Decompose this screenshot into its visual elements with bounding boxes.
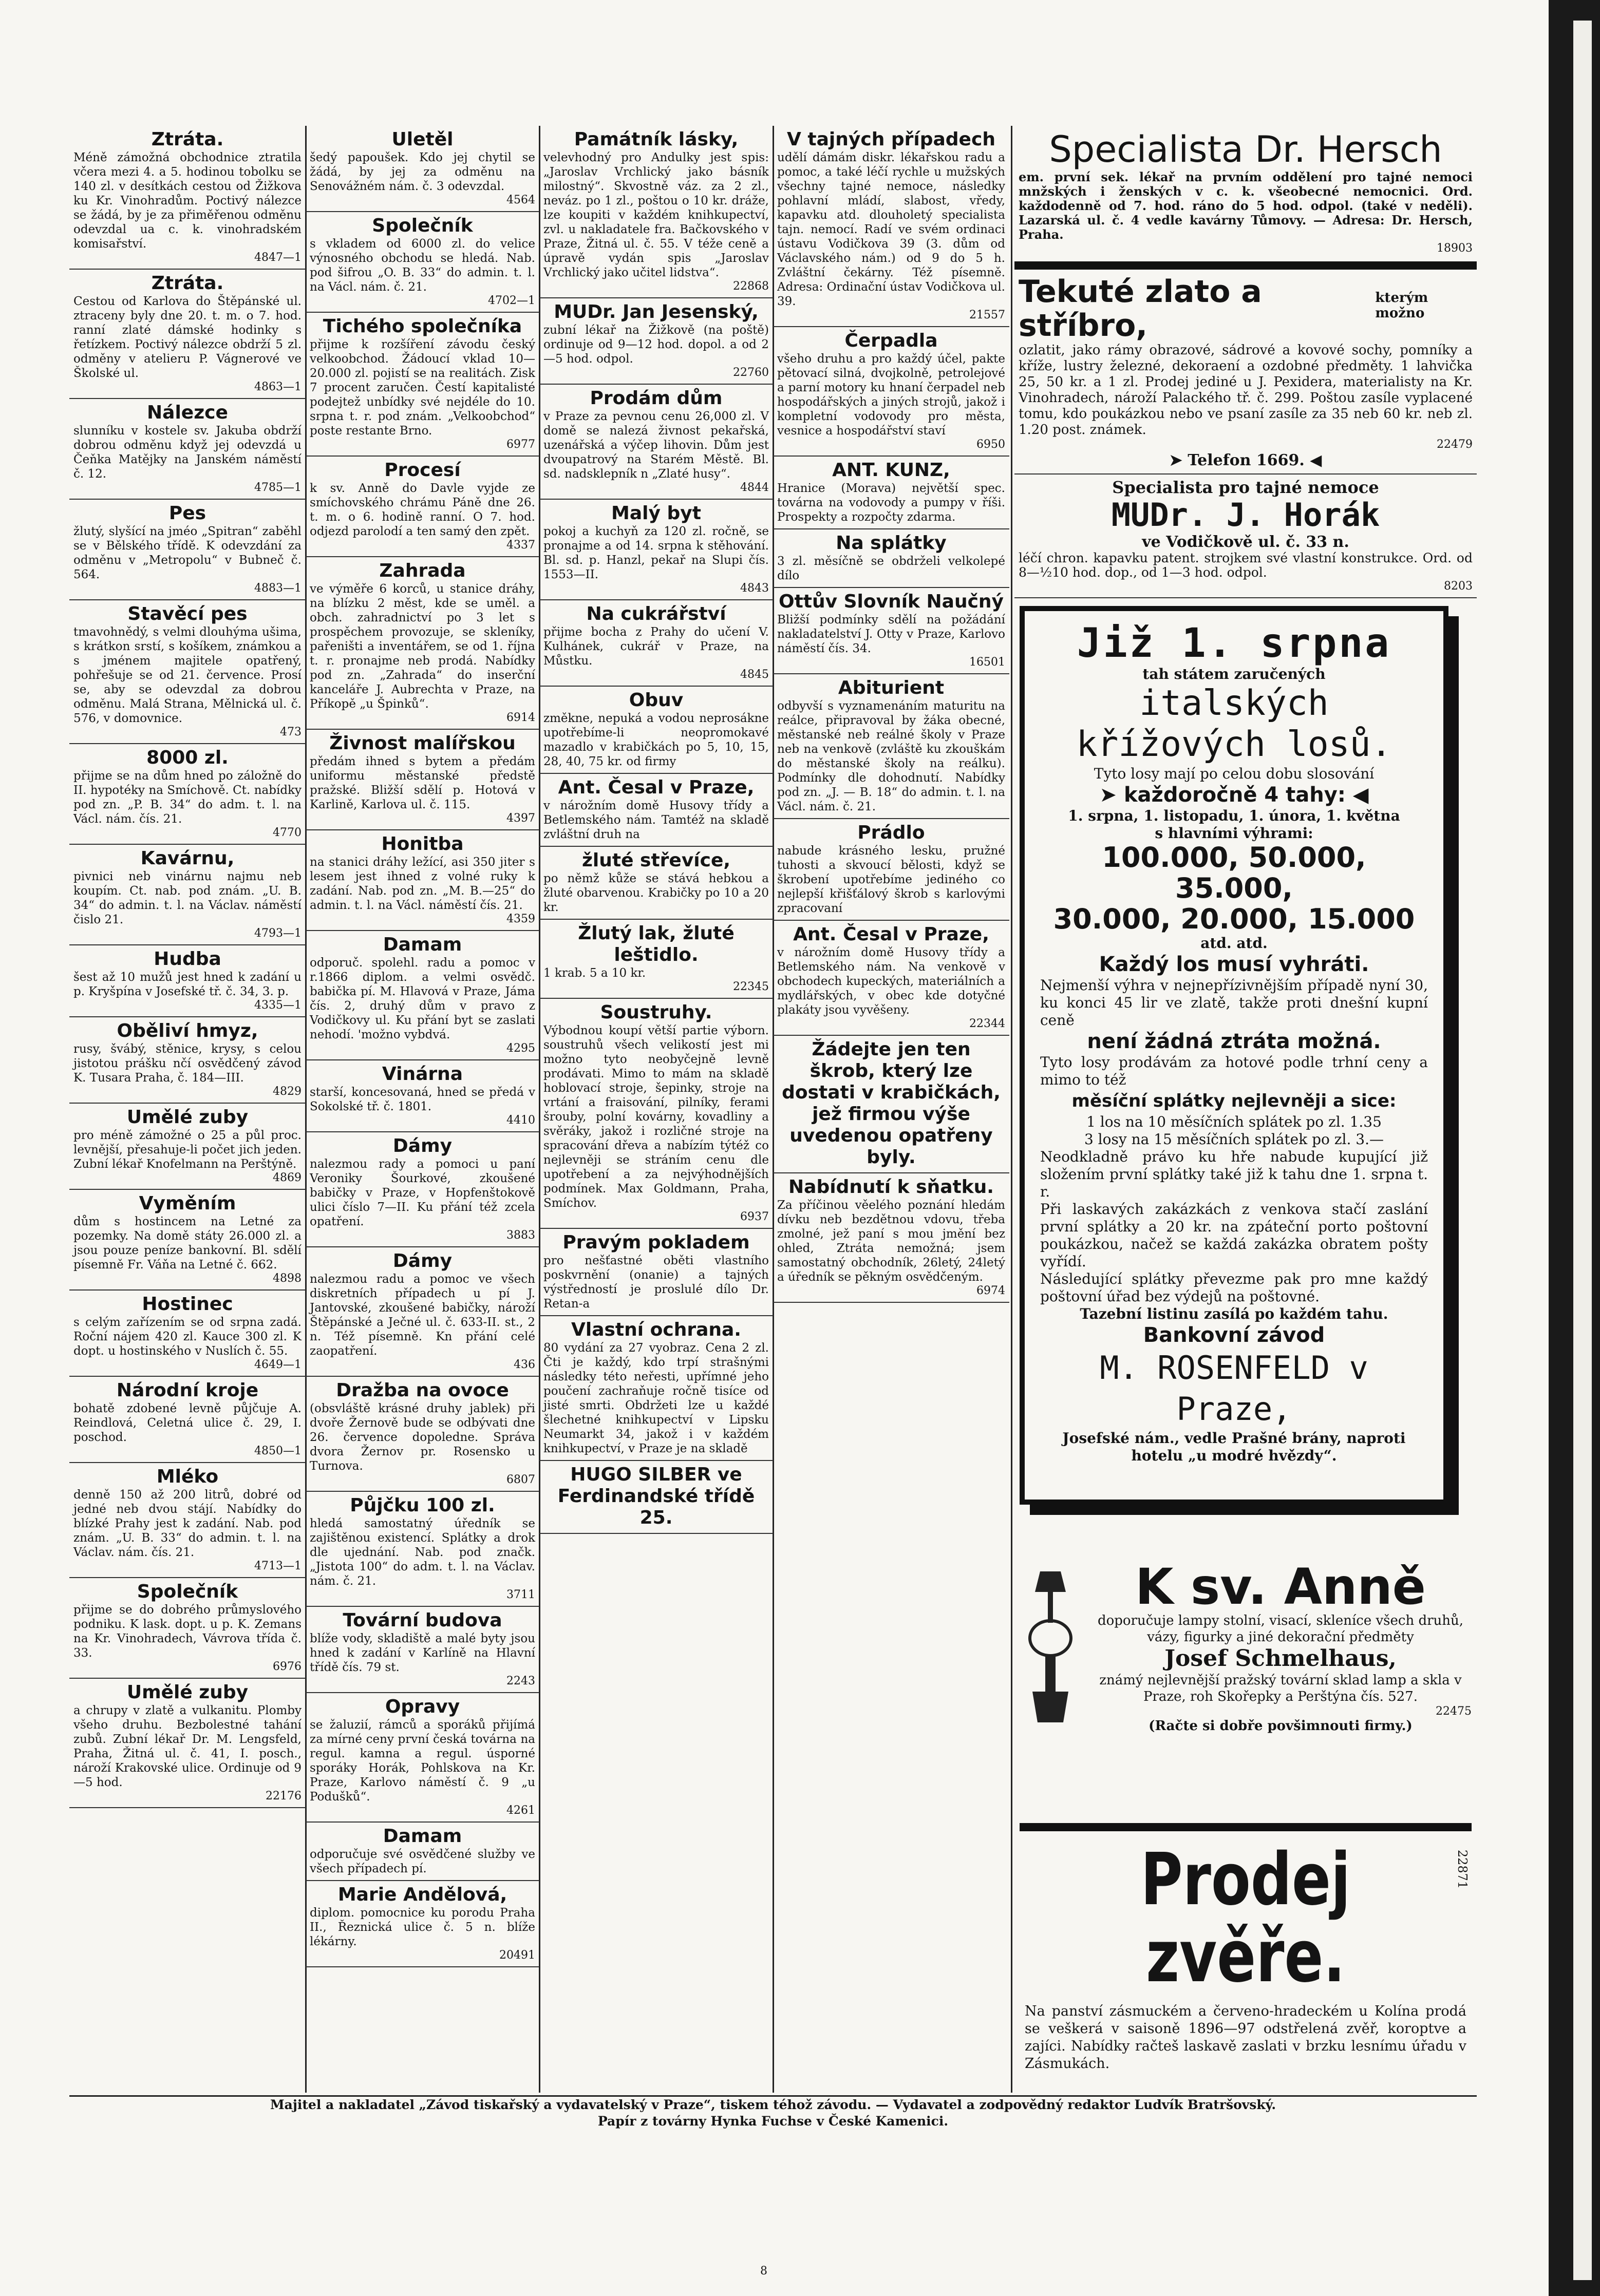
classified-ad (306, 1693, 539, 1823)
ad-ref: 4713—1 (254, 1560, 302, 1572)
ad-telephone: ➤ Telefon 1669. ◀ (1169, 451, 1322, 469)
ad-ref: 20491 (499, 1949, 535, 1962)
ad-ref: 4337 (506, 539, 535, 552)
ad-heading: ANT. KUNZ, (832, 460, 950, 481)
ad-body: změkne, nepuká a vodou neprosákne upotřebíme-li neopromokavé mazadlo v krabičkách po 5, 10, 15, 28, 40, 75 kr. od firmy (543, 712, 769, 768)
ad-heading: Zahrada (379, 560, 466, 581)
ad-heading: Procesí (384, 460, 461, 481)
ad-ref: 6977 (506, 438, 535, 451)
ad-body: ve výměře 6 korců, u stanice dráhy, na blízku 2 měst, kde se uměl. a obch. zahradnictví po 3 let s prospěchem provozuje, se skleníky, pařeništi a inventářem, se od 1. října t. r. pronajme neb prodá. Nabídky pod zn. „Zahrada“ do inserční kanceláře J. Aubrechta v Praze, na Příkopě „u Špinků“. (310, 582, 535, 711)
ad-heading: Vlastní ochrana. (571, 1319, 741, 1340)
classified-ad (306, 313, 539, 457)
classified-ad (69, 1190, 306, 1291)
footer-line-1: Majitel a nakladatel „Závod tiskařský a vydavatelský v Praze“, tiskem téhož závodu. — Vydavatel a zodpovědný redaktor Ludvík Bratršovský. (270, 2097, 1276, 2112)
ad-heading: Nálezce (147, 402, 228, 423)
classified-ad (773, 921, 1009, 1036)
ad-ref: 4702—1 (488, 294, 535, 307)
classified-ad (539, 920, 773, 999)
ad-prodej-zvere (1020, 1823, 1472, 2080)
lottery-prizes-1: 100.000, 50.000, 35.000, (1102, 841, 1366, 904)
classified-ad (69, 1017, 306, 1104)
ad-ref: 16501 (969, 656, 1005, 669)
ad-body: em. první sek. lékař na prvním oddělení pro tajné nemoci mnžských i ženských v c. k. všeobecné nemocnici. Ord. každodenně od 7. hod. ráno do 5 hod. odpol. (také v neděli). Lazarská ul. č. 4 vedle kavárny Tůmovy. — Adresa: Dr. Hersch, Praha. (1019, 169, 1473, 242)
ad-body: přijme k rozšíření závodu český velkoobchod. Žádoucí vklad 10—20.000 zl. pojistí se na realitách. Zisk 7 procent zaručen. Čestí kapitalisté podejtež unbídky své nejdéle do 10. srpna t. r. pod znám. „Velkoobchod“ poste restante Brno. (310, 338, 535, 438)
lottery-prizes-2: 30.000, 20.000, 15.000 (1053, 903, 1415, 935)
lottery-text: Tyto losy mají po celou dobu slosování (1094, 765, 1375, 782)
ad-body: pivnici neb vinárnu najmu neb koupím. Ct. nab. pod znám. „U. B. 34“ do admin. t. l. na Václav. náměstí čislo 21. (73, 870, 302, 926)
ad-heading: Společník (137, 1581, 238, 1602)
ad-ref: 436 (514, 1358, 535, 1371)
lamp-icon (1020, 1561, 1081, 1736)
lottery-etc: atd. atd. (1200, 935, 1268, 952)
lottery-monthly: měsíční splátky nejlevněji a sice: (1071, 1091, 1397, 1111)
ad-body: po němž kůže se stává hebkou a žluté obarvenou. Krabičky po 10 a 20 kr. (543, 872, 769, 914)
classified-ad (539, 385, 773, 500)
classified-ad (306, 557, 539, 730)
lottery-draws-text: každoročně 4 tahy: (1123, 783, 1346, 807)
ad-heading: Vinárna (382, 1064, 463, 1085)
ad-body: odporuč. spolehl. radu a pomoc v r.1866 diplom. a velmi osvědč. babička pí. M. Hlavová v Praze, Jáma čís. 2, druhý dům v pravo z Vodičkovy ul. Ku přání byt se zaslati nehodí. 'možno vybdvá. (310, 956, 535, 1041)
ad-heading: Prodej zvěře. (1140, 1838, 1351, 1999)
ad-body: nabude krásného lesku, pružné tuhosti a skvoucí bělosti, když se škrobení upotřebíme jediného co nejlepší křišťálový škrob s karlovými zpracovaní (777, 844, 1005, 915)
classified-ad (539, 687, 773, 774)
ad-body: šest až 10 mužů jest hned k zadání u p. Kryšpína v Josefské tř. č. 34, 3. p. (73, 971, 302, 998)
ad-heading: Čerpadla (844, 330, 938, 351)
telephone-text: Telefon 1669. (1188, 451, 1305, 469)
classified-ad (306, 126, 539, 212)
ad-body: odporučuje své osvědčené služby ve všech případech pí. (310, 1848, 535, 1875)
classified-ad (69, 500, 306, 600)
ad-heading: Ztráta. (151, 129, 224, 150)
ad-ref: 473 (280, 726, 302, 738)
lottery-main-prizes-label: s hlavními výhrami: (1155, 825, 1313, 842)
classified-ad (69, 1463, 306, 1578)
ad-heading: Umělé zuby (126, 1682, 249, 1703)
classified-ad (306, 1060, 539, 1132)
ad-heading: Honitba (381, 833, 464, 855)
lottery-text: Neodkladně právo ku hře nabude kupující již složením první splátky také již k tahu dne 1. srpna t. r. (1040, 1148, 1428, 1200)
ad-heading: Ztráta. (151, 273, 224, 294)
ad-heading: Půjčku 100 zl. (350, 1495, 495, 1516)
rule (1014, 261, 1477, 270)
ad-heading: Dražba na ovoce (336, 1380, 509, 1401)
classifieds-column-3 (539, 126, 773, 2093)
ad-body: přijme se do dobrého průmyslového podniku. K lask. dopt. u p. K. Zemans na Kr. Vinohradech, Vávrova třída č. 33. (73, 1603, 302, 1660)
ad-ref: 4564 (506, 194, 535, 206)
page-number: 8 (760, 2265, 767, 2278)
classified-ad (69, 600, 306, 744)
ad-body: 1 krab. 5 a 10 kr. (543, 966, 646, 980)
classified-ad (539, 1229, 773, 1316)
ad-dr-hersch (1014, 126, 1477, 259)
ad-ref: 4410 (506, 1114, 535, 1127)
ad-note: (Račte si dobře povšimnouti firmy.) (1149, 1718, 1413, 1734)
ad-heading: Kavárnu, (140, 848, 235, 869)
ad-ref: 4335—1 (254, 999, 302, 1012)
classified-ad (539, 774, 773, 847)
ad-body: blíže vody, skladiště a malé byty jsou hned k zadání v Karlíně na Hlavní třídě čís. 79 st. (310, 1632, 535, 1674)
classified-ad (69, 945, 306, 1017)
classified-ad (306, 1247, 539, 1377)
ad-ref: 4295 (506, 1042, 535, 1055)
classified-ad (773, 1036, 1009, 1173)
ad-body: Cestou od Karlova do Štěpánské ul. ztraceny byly dne 20. t. m. o 7. hod. ranní zlaté dámské hodinky s řetízkem. Poctivý nálezce obdrží 5 zl. odměny v atelieru P. Vágnerové ve Školské ul. (73, 295, 302, 380)
ad-heading: Tichého společníka (323, 316, 522, 337)
ad-heading: Hostinec (142, 1294, 233, 1315)
lottery-every-wins: Každý los musí vyhráti. (1099, 953, 1369, 976)
classified-ad (306, 1823, 539, 1881)
ad-body: Na panství zásmuckém a červeno-hradeckém u Kolína prodá se veškerá v saisoně 1896—97 odstřelená zvěř, koroptve a zajíci. Nabídky račteš laskavě zaslati v brzku lesnímu úřadu v Zásmukách. (1025, 2003, 1466, 2072)
ad-ref: 4845 (740, 668, 769, 681)
classified-ad (773, 674, 1009, 819)
ad-heading: Dámy (392, 1135, 453, 1156)
ad-body: ozlatit, jako rámy obrazové, sádrové a kovové sochy, pomníky a kříže, lustry železné, dekoraení a ozdobné předměty. 1 lahvička 25, 50 kr. a 1 zl. Prodej jediné u J. Pexidera, materialisty na Kr. Vinohradech, nároží Palackého tř. č. 299. Poštou zasíle vyplacené tomu, kdo poukázkou nebo ve psaní zasíle za 35 neb 60 kr. neb zl. 1.20 post. známek. (1019, 343, 1473, 438)
ad-body: zubní lékař na Žižkově (na poště) ordinuje od 9—12 hod. dopol. a od 2—5 hod. odpol. (543, 324, 769, 366)
ad-body: všeho druhu a pro každý účel, pakte pětovací silná, dvojkolně, petrolejové a parní motory ku hnaní čerpadel neb hospodářských a jiných strojů, jakož i kompletní vodovody pro města, vesnice a hospodářství staví (777, 352, 1005, 438)
ad-heading: Nabídnutí k sňatku. (788, 1177, 994, 1198)
ad-heading: Společník (372, 215, 473, 236)
classified-ad (69, 399, 306, 500)
classified-ad (306, 830, 539, 931)
ad-ref: 4397 (506, 812, 535, 825)
classified-ad (539, 600, 773, 687)
classified-ad (306, 1607, 539, 1693)
ad-ref: 4261 (506, 1804, 535, 1817)
ad-ref: 22871 (1455, 1849, 1470, 1889)
classified-ad (69, 1104, 306, 1190)
ad-body: odbyvší s vyznamenáním maturitu na reálce, připravoval by žáka obecné, městanské neb reálné školy v Praze neb na venkově (zvláště ku zkouškám do městanské školy na reálku). Podmínky dle dohodnutí. Nabídky pod zn. „J. — B. 18“ do admin. t. l. na Václ. nám. č. 21. (777, 699, 1005, 813)
classified-ad (306, 457, 539, 557)
ad-ref: 4829 (273, 1085, 302, 1098)
ad-sv-anne (1020, 1558, 1472, 1736)
classified-ad (539, 1461, 773, 1534)
ad-heading: Prádlo (857, 822, 925, 843)
classified-ad (306, 1132, 539, 1247)
ad-ref: 4869 (273, 1171, 302, 1184)
ad-ref: 4898 (273, 1272, 302, 1285)
ad-italian-lottery (1020, 606, 1448, 1505)
ad-ref: 4770 (273, 826, 302, 839)
ad-heading: K sv. Anně (1135, 1558, 1426, 1616)
ad-heading: MUDr. Jan Jesenský, (554, 301, 759, 322)
ad-ref: 21557 (969, 309, 1005, 321)
ad-heading: Marie Andělová, (337, 1884, 507, 1905)
ad-body: (obsvláště krásné druhy jablek) při dvoře Žernově bude se odbývati dne 26. července dopoledne. Správa dvora Žernov pr. Rosensko u Turnova. (310, 1402, 535, 1473)
ad-heading: V tajných případech (787, 129, 995, 150)
ad-ref: 4785—1 (254, 481, 302, 494)
lottery-text: Tyto losy prodávám za hotové podle trhní ceny a mimo to též (1040, 1054, 1428, 1088)
lottery-no-loss: není žádná ztráta možná. (1087, 1030, 1381, 1053)
ad-address: ve Vodičkově ul. č. 33 n. (1142, 533, 1349, 551)
ad-heading: Památník lásky, (574, 129, 739, 150)
ad-body: Výbodnou koupí větší partie výborn. soustruhů všech velikostí jest mi možno tyto neobyčejně levně prodávati. Mimo to mám na skladě hoblovací stroje, šepinky, stroje na vrtání a fraisování, pilníky, ferami šrouby, polní kovárny, kovadliny a svěráky, jakož i rozličné stroje na spracování dřeva a nabízím týtéž co nejlevněji se stráním cenu dle upotřebení a za nejvýhodnějších podmínek. Max Goldmann, Praha, Smíchov. (543, 1024, 769, 1210)
ad-ref: 22344 (969, 1017, 1005, 1030)
ad-heading: Na cukrářství (586, 603, 726, 624)
classified-ad (69, 1377, 306, 1463)
ad-body: přijme se na dům hned po záložně do II. hypotéky na Smíchově. Ct. nabídky pod zn. „P. B. 34“ do adm. t. l. na Václ. nám. čís. 21. (73, 769, 302, 826)
ad-body: pro nešťastné oběti vlastního poskvrnění (onanie) a tajných výstředností je proslulé dílo Dr. Retan-a (543, 1254, 769, 1311)
ad-body: udělí dámám diskr. lékařskou radu a pomoc, a také léčí rychle u mužských všechny tajné nemoce, následky pohlavní mládí, slabost, vředy, kapavku atd. dlouholetý specialista tajn. nemocí. Radí ve svém ordinaci ústavu Vodičkova 39 (3. dům od Václavského nám.) od 9 do 5 h. Zvláštní čekárny. Též písemně. Adresa: Ordinační ústav Vodičkova ul. 39. (777, 151, 1005, 308)
ad-name: MUDr. J. Horák (1111, 496, 1380, 534)
ad-ref: 22760 (733, 366, 769, 379)
ad-body: pokoj a kuchyň za 120 zl. ročně, se pronajme a od 14. srpna k stěhování. Bl. sd. p. Hanzl, pekař na Slupi čís. 1553—II. (543, 525, 769, 581)
classified-ad (69, 1578, 306, 1679)
classified-ad (773, 1173, 1009, 1303)
ad-liquid-gold (1014, 272, 1477, 475)
ad-ref: 6976 (273, 1660, 302, 1673)
ad-body: pro méně zámožné o 25 a půl proc. levnější, přesahuje-li počet jich jeden. Zubní lékař Knofelmann na Perštýně. (73, 1129, 302, 1171)
ad-body: rusy, švábý, stěnice, krysy, s celou jistotou prášku nčí osvědčený závod K. Tusara Praha, č. 184—III. (73, 1042, 302, 1085)
ad-ref: 4863—1 (254, 381, 302, 393)
classified-ad (69, 744, 306, 845)
classified-ad (539, 298, 773, 385)
classified-ad (773, 588, 1009, 674)
ad-body: v nárožním domě Husovy třídy a Betlemského nám. Tamtéž na skladě zvláštní druh na (543, 799, 769, 841)
column-rule (1011, 126, 1012, 2093)
ad-heading: Tovární budova (343, 1610, 502, 1631)
ad-ref: 6937 (740, 1210, 769, 1223)
ad-heading: Soustruhy. (600, 1002, 712, 1023)
ad-body: 3 zl. měsíčně se obdrželi velkolepé dílo (777, 555, 1005, 582)
lottery-text: Při laskavých zakázkách z venkova stačí zaslání první splátky a 20 kr. na zpáteční porto poštovní poukázkou, načež se každá zakázka obratem pošty vyřídí. (1040, 1201, 1428, 1270)
ad-body: tmavohnědý, s velmi dlouhýma ušima, s krátkon srstí, s košíkem, známkou a s jménem majitele opatřený, pohřešuje se od 21. července. Prosí se, aby se odevzdal za dobrou odměnu. Malá Strana, Mělnická ul. č. 576, v domovnice. (73, 625, 302, 725)
ad-heading: Obuv (629, 690, 684, 711)
scan-edge (1549, 0, 1600, 2296)
ad-body: Bližší podmínky sdělí na požádání nakladatelství J. Otty v Praze, Karlovo náměstí čís. 34. (777, 613, 1005, 655)
ad-mudr-horak (1014, 475, 1477, 598)
classifieds-column-4 (773, 126, 1009, 2093)
ad-body: šedý papoušek. Kdo jej chytil se žádá, by jej za odměnu na Senovážném nám. č. 3 odevzdal. (310, 151, 535, 193)
ad-ref: 4649—1 (254, 1358, 302, 1371)
ad-body: a chrupy v zlatě a vulkanitu. Plomby všeho druhu. Bezbolestné tahání zubů. Zubní lékař Dr. M. Lengsfeld, Praha, Žitná ul. č. 41, I. posch., nároží Krakovské ulice. Ordinuje od 9—5 hod. (73, 1704, 302, 1789)
ad-body: slunníku v kostele sv. Jakuba obdrží dobrou odměnu když jej odevzdá u Čeňka Matějky na Janském náměstí č. 12. (73, 424, 302, 481)
ad-ref: 8203 (1444, 580, 1473, 593)
page-footer (69, 2095, 1477, 2130)
ad-body: přijme bocha z Prahy do učení V. Kulhánek, cukrář v Praze, na Můstku. (543, 625, 769, 668)
ad-ref: 6950 (976, 438, 1005, 451)
ad-heading: Prodám dům (590, 388, 723, 409)
lottery-list: Tazební listinu zasílá po každém tahu. (1080, 1305, 1388, 1322)
ad-body: 80 vydání za 27 vyobraz. Cena 2 zl. Čti je každý, kdo trpí strašnými následky této neřesti, upřímné jeho poučení zachraňuje ročně tisíce od jisté smrti. Obdržeti lze u každé šlechetné knihkupectví v Lipsku Neumarkt 34, jakož i v každém knihkupectví, v Praze je na skladě (543, 1341, 769, 1455)
classified-ad (306, 1377, 539, 1492)
lottery-draws: ➤ každoročně 4 tahy: ◀ (1099, 783, 1369, 807)
ad-heading: Damam (383, 934, 462, 955)
ad-ref: 4793—1 (254, 927, 302, 940)
ad-ref: 18903 (1437, 242, 1473, 255)
ad-body: Za příčinou věelého poznání hledám dívku neb bezdětnou vdovu, třeba zmolné, jež paní s mou jmění bez ohled, Ztráta nemožná; jsem samostatný obchodník, 26letý, 24letý a úředník se pěkným osvědčeným. (777, 1199, 1005, 1284)
classified-ad (306, 1881, 539, 1967)
ad-body: na stanici dráhy ležící, asi 350 jiter s lesem jest ihned z volné ruky k zadání. Nab. pod zn. „M. B.—25“ do admin. t. l. na Václ. náměstí čís. 21. (310, 856, 535, 912)
ad-body: velevhodný pro Andulky jest spis: „Jaroslav Vrchlický jako básník milostný“. Skvostně váz. za 2 zl., neváz. po 1 zl., poštou o 10 kr. dráže, lze koupiti v každém knihkupectví, zvl. u nakladatele fra. Bačkovského v Praze, Žitná ul. č. 55. V téže ceně a úpravě vydán spis „Jaroslav Vrchlický jako učitel lidstva“. (543, 151, 769, 279)
ad-name: Josef Schmelhaus, (1164, 1645, 1397, 1672)
ad-heading: Pravým pokladem (562, 1232, 750, 1253)
ad-heading: Uletěl (391, 129, 454, 150)
ad-heading: Vyměním (139, 1193, 236, 1214)
ad-body: předám ihned s bytem a předám uniformu městanské předstě pražské. Bližší sdělí p. Hotová v Karlině, Karlova ul. č. 115. (310, 755, 535, 811)
lottery-bank-address: Josefské nám., vedle Prašné brány, naproti hotelu „u modré hvězdy“. (1062, 1430, 1406, 1464)
ad-ref: 4850—1 (254, 1445, 302, 1457)
classified-ad (306, 931, 539, 1060)
ad-body: bohatě zdobené levně půjčuje A. Reindlová, Celetná ulice č. 29, I. poschod. (73, 1402, 302, 1444)
ad-heading: Tekuté zlato a stříbro, (1019, 274, 1262, 344)
classified-ad (773, 327, 1009, 457)
ad-heading: Na splátky (836, 533, 947, 554)
classified-ad (539, 126, 773, 298)
classified-ad (539, 500, 773, 600)
ad-heading: Umělé zuby (126, 1107, 249, 1128)
ad-body: hledá samostatný úředník se zajištěnou existencí. Splátky a drok dle ujednání. Nab. pod značk. „Jistota 100“ do adm. t. l. na Václav. nám. č. 21. (310, 1517, 535, 1588)
ad-heading: Stavěcí pes (127, 603, 248, 624)
ad-body: denně 150 až 200 litrů, dobré od jedné neb dvou stájí. Nabídky do blízké Prahy jest k zadání. Nab. pod znám. „U. B. 33“ do admin. t. l. na Václav. nám. čís. 21. (73, 1488, 302, 1559)
ad-heading: Ottův Slovník Naučný (778, 591, 1004, 612)
ad-ref: 6807 (506, 1473, 535, 1486)
ad-body: nalezmou rady a pomoci u paní Veroniky Šourkové, zkoušené babičky v Praze, v Hopfenštokově ulici číslo 7—II. Ku přání též zcela opatření. (310, 1158, 535, 1228)
ad-body: v Praze za pevnou cenu 26,000 zl. V domě se nalezá živnost pekařská, uzenářská a výčep lihovin. Dům jest dvoupatrový na Starém Městě. Bl. sd. nadsklepník n „Zlaté husy“. (543, 410, 769, 481)
ad-body: léčí chron. kapavku patent. strojkem své vlastní konstrukce. Ord. od 8—½10 hod. dop., od 1—3 hod. odpol. (1019, 551, 1473, 580)
ad-heading: Specialista pro tajné nemoce (1112, 478, 1379, 497)
ad-ref: 22345 (733, 980, 769, 993)
ad-heading: Specialista Dr. Hersch (1049, 128, 1442, 170)
ad-body: Méně zámožná obchodnice ztratila včera mezi 4. a 5. hodinou tobolku se 140 zl. v desítkách cestou od Žižkova ku Kr. Vinohradům. Poctivý nálezce se žádá, by je za přiměřenou odměnu odevzdal ua c. k. vinohradském komisařství. (73, 151, 302, 251)
ad-ref: 22176 (266, 1790, 302, 1802)
ad-heading: žluté střevíce, (581, 850, 731, 871)
ad-heading: Oběliví hmyz, (117, 1020, 258, 1041)
ad-heading: Ant. Česal v Praze, (558, 777, 755, 798)
ad-heading: Pes (168, 503, 206, 524)
classifieds-column-2 (306, 126, 539, 2093)
lottery-bank-label: Bankovní závod (1143, 1323, 1325, 1347)
ad-ref: 2243 (506, 1675, 535, 1687)
lottery-text: Nejmenší výhra v nejnepřízivnějším případě nyní 30, ku konci 45 lir ve zlatě, takže proti dnešní kupní ceně (1040, 977, 1428, 1029)
classified-ad (306, 1492, 539, 1607)
classified-ad (773, 457, 1009, 529)
classified-ad (69, 270, 306, 399)
ad-heading: Damam (383, 1826, 462, 1847)
ad-heading: 8000 zl. (146, 747, 229, 768)
classified-ad (773, 126, 1009, 327)
classified-ad (539, 1316, 773, 1461)
ad-heading: Žádejte jen ten škrob, který lze dostati v krabičkách, jež firmou výše uvedenou opatřeny byly. (782, 1039, 1001, 1168)
ad-heading: Ant. Česal v Praze, (793, 924, 989, 945)
ad-heading: Opravy (385, 1696, 460, 1717)
ad-heading: Žlutý lak, žluté leštidlo. (578, 923, 735, 965)
classified-ad (773, 819, 1009, 921)
ad-body: žlutý, slyšící na jméo „Spitran“ zaběhl se v Bělského třídě. K odevzdání za odměnu v „Metropolu“ v Bubneč č. 564. (73, 525, 302, 581)
ad-heading: Malý byt (611, 503, 701, 524)
lottery-installment-1: 1 los na 10 měsíčních splátek po zl. 1.35 (1086, 1113, 1382, 1130)
ad-ref: 4359 (506, 913, 535, 925)
classifieds-column-1 (69, 126, 306, 2093)
lottery-text: Následující splátky převezme pak pro mne každý poštovní úřad bez výdejů na poštovné. (1040, 1270, 1428, 1305)
ad-body: k sv. Anně do Davle vyjde ze smíchovského chrámu Páně dne 26. t. m. o 6. hodině ranní. O 7. hod. odjezd parolodí a ten samý den zpět. (310, 482, 535, 538)
ad-heading: Hudba (154, 948, 221, 970)
ad-body: starší, koncesovaná, hned se předá v Sokolské tř. č. 1801. (310, 1086, 535, 1113)
lottery-bank-name: M. ROSENFELD v Praze, (1100, 1349, 1368, 1428)
ad-body: s vkladem od 6000 zl. do velice výnosného obchodu se hledá. Nab. pod šifrou „O. B. 33“ do admin. t. l. na Václ. nám. č. 21. (310, 237, 535, 294)
classified-ad (773, 529, 1009, 588)
ad-heading: Živnost malířskou (329, 733, 516, 754)
ad-heading: Národní kroje (116, 1380, 259, 1401)
classified-ad (69, 845, 306, 945)
ad-ref: 4847—1 (254, 251, 302, 264)
lottery-headline: Již 1. srpna (1077, 620, 1391, 667)
ad-ref: 6974 (976, 1284, 1005, 1297)
classified-ad (69, 1679, 306, 1808)
lottery-subheadline: tah státem zaručených (1142, 666, 1326, 682)
classified-ad (539, 847, 773, 920)
ad-heading: Abiturient (838, 677, 945, 698)
classified-ad (69, 126, 306, 270)
footer-line-2: Papír z továrny Hynka Fuchse v České Kamenici. (597, 2114, 949, 2129)
ad-ref: 4843 (740, 582, 769, 595)
ad-body: se žaluzií, rámců a sporáků přijímá za mírné ceny první česká továrna na regul. kamna a regul. úsporné sporáky Horák, Pohlskova na Kr. Praze, Karlovo náměstí č. 9 „u Podušků“. (310, 1718, 535, 1804)
ad-body: Hranice (Morava) největší spec. továrna na vodovody a pumpy v říši. Prospekty a rozpočty zdarma. (777, 482, 1005, 524)
classified-ad (306, 730, 539, 830)
ad-ref: 4883—1 (254, 582, 302, 595)
ad-subheading: kterým možno (1375, 290, 1428, 321)
ad-ref: 4844 (740, 481, 769, 494)
ad-heading: HUGO SILBER ve Ferdinandské třídě 25. (557, 1464, 755, 1528)
ad-body: známý nejlevnější pražský tovární sklad lamp a skla v Praze, roh Skořepky a Perštýna čís. 527. (1099, 1673, 1462, 1704)
ad-body: s celým zařízením se od srpna zadá. Roční nájem 420 zl. Kauce 300 zl. K dopt. u hostinského v Nuslích č. 55. (73, 1316, 302, 1358)
classified-ad (306, 212, 539, 313)
ad-ref: 22479 (1437, 438, 1473, 451)
ad-body: v nárožním domě Husovy třídy a Betlemského nám. Na venkově v obchodech kupeckých, materiálních a mydlářských, v obec kde dotyčné plakáty jsou vyvěšeny. (777, 946, 1005, 1017)
lottery-installment-2: 3 losy na 15 měsíčních splátek po zl. 3.— (1084, 1131, 1384, 1148)
lottery-title: italských křížových losů. (1076, 683, 1392, 765)
lottery-dates: 1. srpna, 1. listopadu, 1. února, 1. května (1068, 807, 1400, 824)
ad-ref: 22475 (1436, 1705, 1472, 1718)
ad-ref: 6914 (506, 711, 535, 724)
ad-body: dům s hostincem na Letné za pozemky. Na domě státy 26.000 zl. a jsou pouze peníze bankovní. Bl. sdělí písemně Fr. Váňa na Letné č. 662. (73, 1215, 302, 1272)
ad-body: diplom. pomocnice ku porodu Praha II., Řeznická ulice č. 5 n. blíže lékárny. (310, 1906, 535, 1948)
ad-body: doporučuje lampy stolní, visací, skleníce všech druhů, vázy, figurky a jiné dekorační předměty (1097, 1613, 1464, 1645)
ad-heading: Mléko (156, 1466, 219, 1487)
ad-ref: 3883 (506, 1229, 535, 1242)
classified-ad (69, 1291, 306, 1377)
ad-ref: 3711 (506, 1588, 535, 1601)
classified-ad (539, 999, 773, 1229)
ad-ref: 22868 (733, 280, 769, 293)
ad-body: nalezmou radu a pomoc ve všech diskretních případech u pí J. Jantovské, zkoušené babičky, nároží Štěpánské a Ječné ul. č. 633-II. st., 2 n. Též písemně. Kn přání celé zaopatření. (310, 1273, 535, 1358)
ad-heading: Dámy (392, 1250, 453, 1272)
